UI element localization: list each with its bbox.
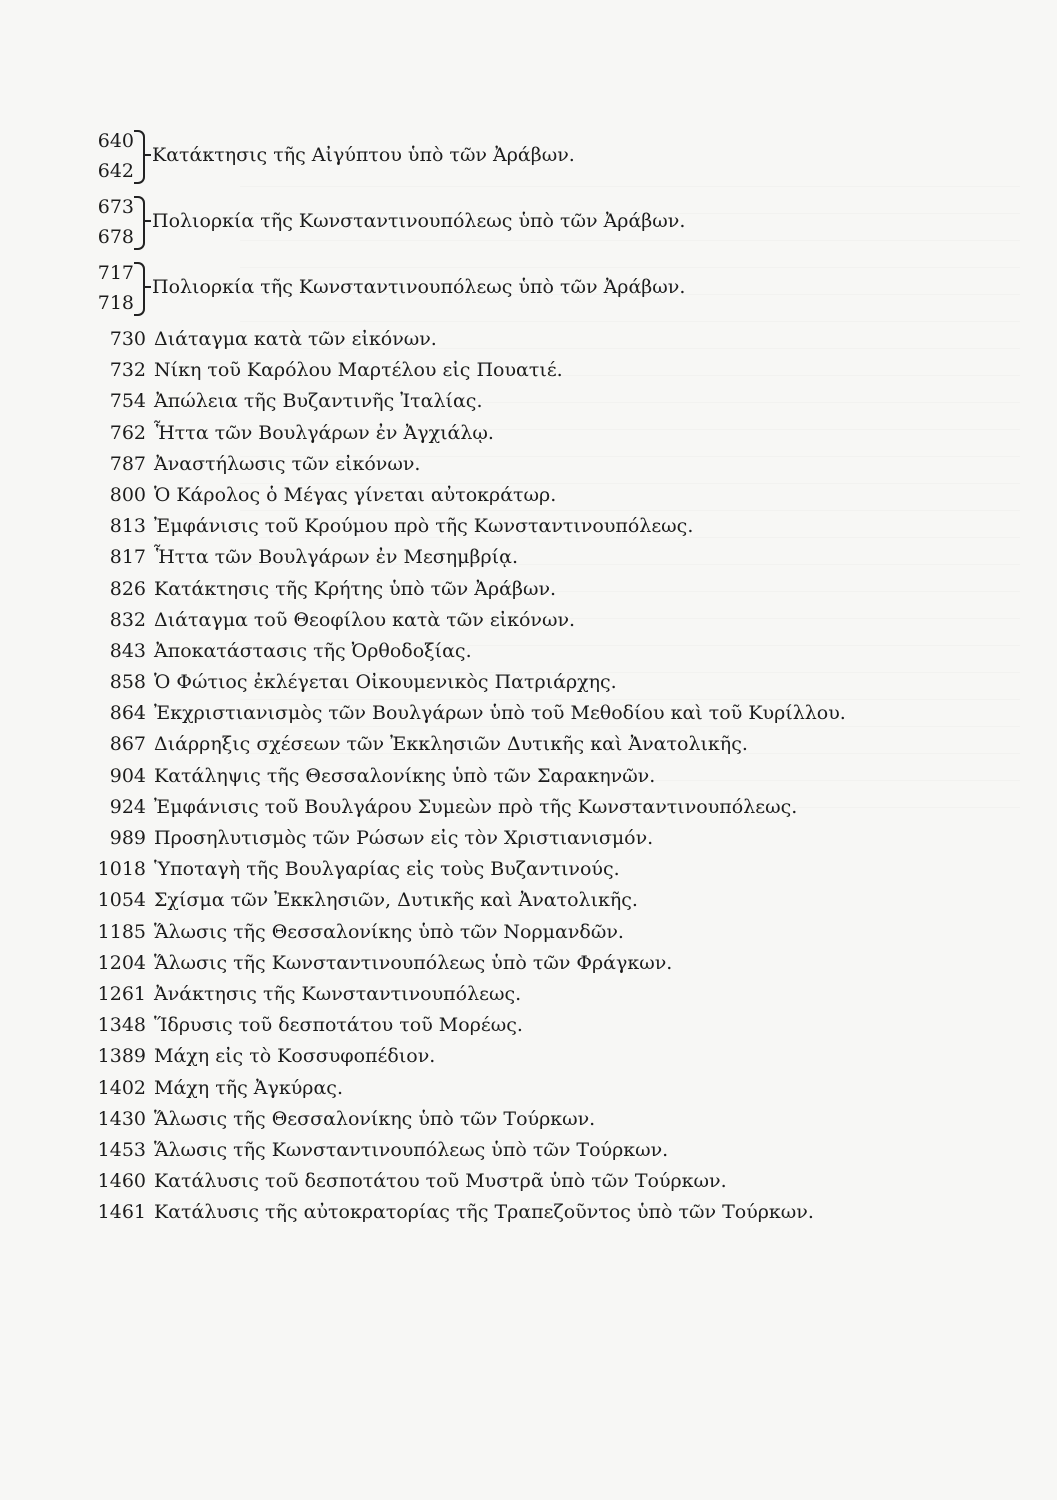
- entry-event: Κατάλυσις τοῦ δεσποτάτου τοῦ Μυστρᾶ ὑπὸ τῶν Τούρκων.: [154, 1170, 727, 1193]
- entry-year: 1261: [97, 982, 146, 1005]
- entry-event: Σχίσμα τῶν Ἐκκλησιῶν, Δυτικῆς καὶ Ἀνατολικῆς.: [154, 889, 638, 912]
- chronology-entry: [88, 698, 988, 729]
- entry-year: 813: [109, 515, 146, 538]
- chronology-entry: [88, 449, 988, 480]
- chronology-entry: [88, 729, 988, 760]
- entry-event: Ἵδρυσις τοῦ δεσποτάτου τοῦ Μορέως.: [154, 1014, 523, 1037]
- range-years: [88, 192, 134, 252]
- range-end-year: 678: [97, 226, 134, 248]
- range-event: Πολιορκία τῆς Κωνσταντινουπόλεως ὑπὸ τῶν Ἀράβων.: [152, 210, 686, 232]
- entry-event: Ὁ Φώτιος ἐκλέγεται Οἰκουμενικὸς Πατριάρχης.: [154, 671, 617, 694]
- entry-event: Ἧττα τῶν Βουλγάρων ἐν Μεσημβρίᾳ.: [154, 546, 518, 569]
- chronology-entry: [88, 885, 988, 916]
- entry-year: 867: [109, 733, 146, 756]
- chronology-list: [88, 126, 988, 1228]
- brace: [134, 130, 145, 184]
- entry-year: 1402: [97, 1076, 146, 1099]
- entry-event: Ἐμφάνισις τοῦ Κρούμου πρὸ τῆς Κωνσταντινουπόλεως.: [154, 515, 694, 538]
- range-start-year: 640: [97, 130, 134, 152]
- entry-year: 817: [109, 546, 146, 569]
- entry-year: 924: [109, 795, 146, 818]
- chronology-entry: [88, 979, 988, 1010]
- entry-year: 1185: [97, 920, 146, 943]
- chronology-entry: [88, 386, 988, 417]
- chronology-entry: [88, 1135, 988, 1166]
- entry-year: 1430: [97, 1107, 146, 1130]
- entry-event: Ἀνάκτησις τῆς Κωνσταντινουπόλεως.: [154, 982, 522, 1005]
- entry-year: 762: [109, 421, 146, 444]
- chronology-entry: [88, 761, 988, 792]
- entry-event: Διάταγμα τοῦ Θεοφίλου κατὰ τῶν εἰκόνων.: [154, 608, 576, 631]
- chronology-entry: [88, 511, 988, 542]
- entry-year: 1348: [97, 1014, 146, 1037]
- entry-year: 864: [109, 702, 146, 725]
- entry-event: Ἐκχριστιανισμὸς τῶν Βουλγάρων ὑπὸ τοῦ Μεθοδίου καὶ τοῦ Κυρίλλου.: [154, 702, 846, 725]
- chronology-entry: [88, 636, 988, 667]
- entry-event: Ἐμφάνισις τοῦ Βουλγάρου Συμεὼν πρὸ τῆς Κωνσταντινουπόλεως.: [154, 795, 798, 818]
- entry-event: Ἅλωσις τῆς Θεσσαλονίκης ὑπὸ τῶν Νορμανδῶν.: [154, 920, 624, 943]
- chronology-entry: [88, 792, 988, 823]
- entry-event: Ἀπώλεια τῆς Βυζαντινῆς Ἰταλίας.: [154, 390, 483, 413]
- entry-event: Νίκη τοῦ Καρόλου Μαρτέλου εἰς Πουατιέ.: [154, 359, 563, 382]
- entry-event: Ἀναστήλωσις τῶν εἰκόνων.: [154, 452, 421, 475]
- entry-event: Μάχη εἰς τὸ Κοσσυφοπέδιον.: [154, 1045, 436, 1068]
- range-years: [88, 258, 134, 318]
- entry-event: Ὁ Κάρολος ὁ Μέγας γίνεται αὐτοκράτωρ.: [154, 483, 557, 506]
- entry-year: 730: [109, 328, 146, 350]
- entry-year: 904: [109, 764, 146, 787]
- entry-year: 754: [109, 390, 146, 413]
- chronology-entry: [88, 948, 988, 979]
- entry-year: 1453: [97, 1138, 146, 1161]
- entry-year: 858: [109, 671, 146, 694]
- chronology-entry: [88, 667, 988, 698]
- chronology-entry: [88, 1197, 988, 1228]
- entry-event: Ἅλωσις τῆς Κωνσταντινουπόλεως ὑπὸ τῶν Τούρκων.: [154, 1138, 669, 1161]
- entry-event: Προσηλυτισμὸς τῶν Ρώσων εἰς τὸν Χριστιανισμόν.: [154, 827, 654, 849]
- entry-year: 832: [109, 608, 146, 631]
- entry-year: 826: [109, 577, 146, 600]
- entry-year: 1204: [97, 951, 146, 974]
- range-start-year: 717: [97, 262, 134, 284]
- chronology-entry: [88, 418, 988, 449]
- entry-year: 1461: [97, 1201, 146, 1224]
- range-end-year: 718: [97, 292, 134, 314]
- range-event: Κατάκτησις τῆς Αἰγύπτου ὑπὸ τῶν Ἀράβων.: [152, 144, 575, 166]
- brace: [134, 262, 145, 316]
- range-entry: [88, 258, 988, 318]
- chronology-entry: [88, 605, 988, 636]
- range-entry: [88, 126, 988, 186]
- chronology-entry: [88, 823, 988, 854]
- entry-year: 989: [109, 827, 146, 849]
- chronology-entry: [88, 542, 988, 573]
- entry-event: Ἀποκατάστασις τῆς Ὀρθοδοξίας.: [154, 639, 472, 662]
- chronology-entry: [88, 574, 988, 605]
- range-end-year: 642: [97, 160, 134, 182]
- entry-year: 787: [109, 452, 146, 475]
- range-start-year: 673: [97, 196, 134, 218]
- range-entry: [88, 192, 988, 252]
- entry-year: 800: [109, 483, 146, 506]
- entry-event: Ἅλωσις τῆς Θεσσαλονίκης ὑπὸ τῶν Τούρκων.: [154, 1107, 596, 1130]
- entry-year: 843: [109, 639, 146, 662]
- chronology-entry: [88, 854, 988, 885]
- entry-event: Κατάλυσις τῆς αὐτοκρατορίας τῆς Τραπεζοῦντος ὑπὸ τῶν Τούρκων.: [154, 1201, 814, 1224]
- chronology-entry: [88, 1104, 988, 1135]
- entry-year: 1054: [97, 889, 146, 912]
- entry-year: 732: [109, 359, 146, 382]
- chronology-entry: [88, 917, 988, 948]
- entry-event: Ἧττα τῶν Βουλγάρων ἐν Ἀγχιάλῳ.: [154, 421, 494, 444]
- chronology-entry: [88, 1073, 988, 1104]
- entry-year: 1018: [97, 858, 146, 881]
- entry-event: Κατάκτησις τῆς Κρήτης ὑπὸ τῶν Ἀράβων.: [154, 577, 557, 600]
- entry-year: 1389: [97, 1045, 146, 1068]
- chronology-entry: [88, 1041, 988, 1072]
- entry-event: Διάρρηξις σχέσεων τῶν Ἐκκλησιῶν Δυτικῆς καὶ Ἀνατολικῆς.: [154, 733, 748, 756]
- entry-event: Ὑποταγὴ τῆς Βουλγαρίας εἰς τοὺς Βυζαντινούς.: [154, 858, 620, 881]
- entry-event: Μάχη τῆς Ἀγκύρας.: [154, 1076, 343, 1099]
- chronology-entry: [88, 355, 988, 386]
- entry-event: Ἅλωσις τῆς Κωνσταντινουπόλεως ὑπὸ τῶν Φράγκων.: [154, 951, 673, 974]
- entry-event: Κατάληψις τῆς Θεσσαλονίκης ὑπὸ τῶν Σαρακηνῶν.: [154, 764, 656, 787]
- brace: [134, 196, 145, 250]
- entry-year: 1460: [97, 1170, 146, 1193]
- chronology-entry: [88, 1010, 988, 1041]
- entry-event: Διάταγμα κατὰ τῶν εἰκόνων.: [154, 328, 437, 350]
- chronology-entry: [88, 480, 988, 511]
- range-event: Πολιορκία τῆς Κωνσταντινουπόλεως ὑπὸ τῶν Ἀράβων.: [152, 276, 686, 298]
- chronology-entry: [88, 1166, 988, 1197]
- range-years: [88, 126, 134, 186]
- chronology-entry: [88, 324, 988, 355]
